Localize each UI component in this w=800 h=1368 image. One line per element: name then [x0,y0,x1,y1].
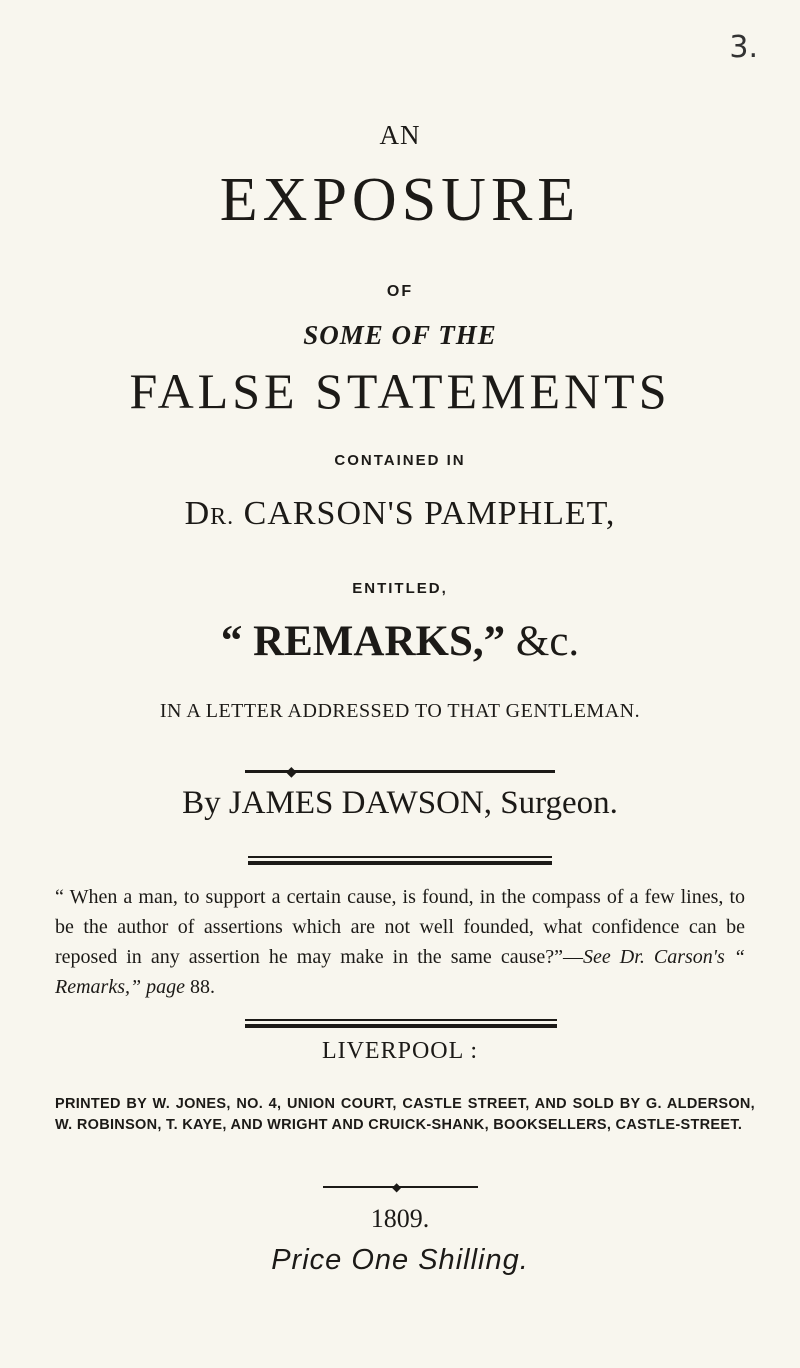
title-of: OF [386,283,414,300]
imprint-place: LIVERPOOL : [321,1038,479,1064]
title-carson-pamphlet [0,495,800,533]
title-remarks [0,617,800,666]
title-letter: IN A LETTER ADDRESSED TO THAT GENTLEMAN. [159,700,641,722]
imprint-year: 1809. [370,1204,430,1233]
quote-citation: See Dr. Carson's “ Remarks,” page [55,946,745,998]
title-some-of-the: SOME OF THE [303,320,497,350]
ornament-small-icon: ◆ [392,1180,402,1194]
epigraph-quote [55,882,745,1002]
carson-text: CARSON'S PAMPHLET, [234,495,616,532]
imprint-printer: PRINTED BY W. JONES, NO. 4, UNION COURT, CASTLE STREET, AND SOLD BY G. ALDERSON, W. ROBINSON, T. KAYE, AND WRIGHT AND CRUICK-SHANK, BOOKSELLERS, CASTLE-STREET. [55,1096,755,1133]
rule-double-bottom [248,861,552,865]
rule-double-top [248,856,552,858]
ornament-diamond-icon: ◆ [286,765,297,780]
quote-text: “ When a man, to support a certain cause, is found, in the compass of a few lines, to be the author of assertions which are not well founded, what confidence can be reposed in any assertion he may make in the same cause?”— [55,886,745,968]
title-contained-in: CONTAINED IN [334,452,466,469]
rule-double-bottom-2 [245,1024,557,1028]
title-entitled: ENTITLED, [352,580,448,597]
rule-double-top-2 [245,1019,557,1021]
title-exposure: EXPOSURE [219,166,581,234]
remarks-etc: &c. [505,618,580,665]
quote-page: 88. [184,976,215,998]
pencil-page-number: 3. [729,30,758,65]
dr-initial: D [184,495,211,532]
title-an: AN [379,120,421,150]
author-line: By JAMES DAWSON, Surgeon. [182,785,618,821]
imprint-price: Price One Shilling. [271,1244,529,1276]
title-false-statements: FALSE STATEMENTS [129,363,671,419]
dr-small-caps: R. [210,504,235,530]
remarks-text: “ REMARKS,” [220,618,506,665]
